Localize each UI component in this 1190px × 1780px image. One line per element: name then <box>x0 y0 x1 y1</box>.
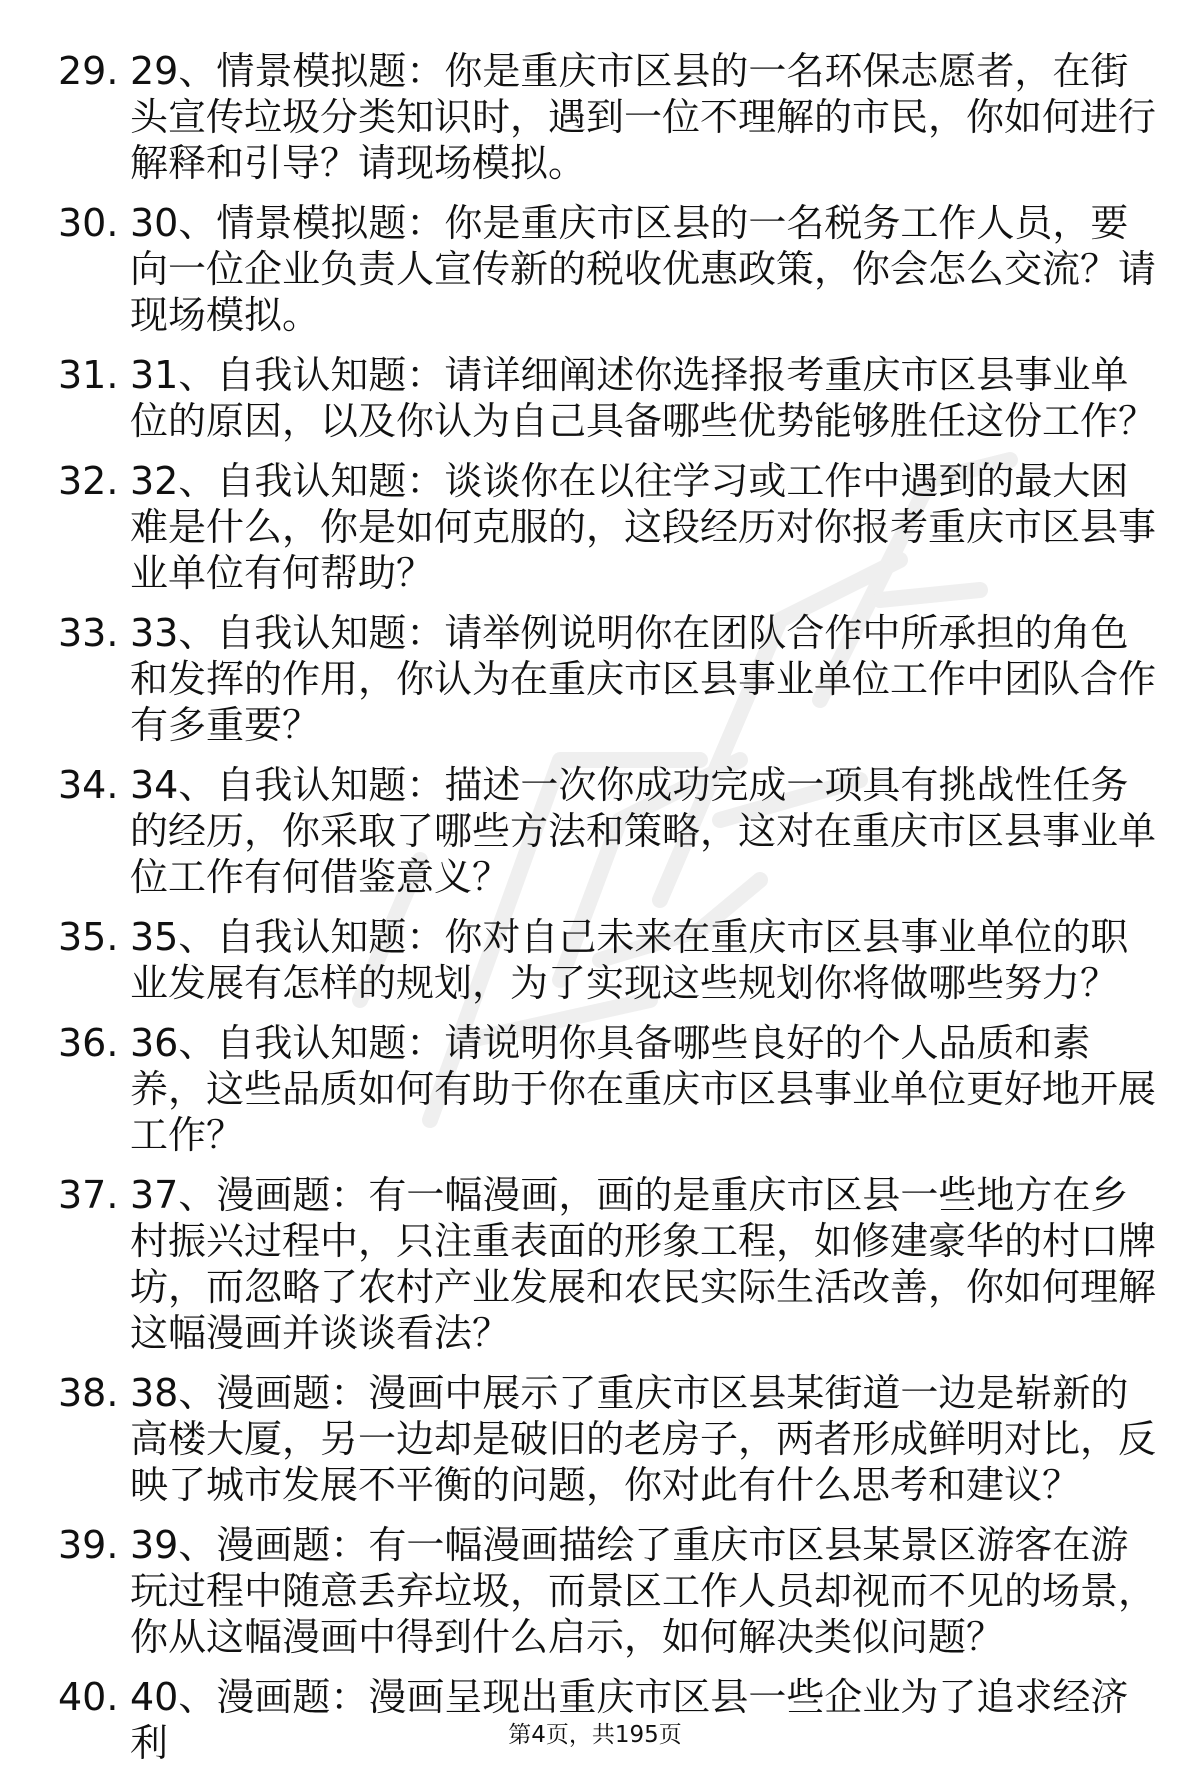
question-item-31 <box>58 352 1158 444</box>
question-number: 34. <box>58 763 119 807</box>
question-item-37 <box>58 1172 1158 1356</box>
question-number: 30. <box>58 201 119 245</box>
question-list <box>58 48 1158 1780</box>
question-text: 31、自我认知题：请详细阐述你选择报考重庆市区县事业单位的原因，以及你认为自己具备哪些优势能够胜任这份工作？ <box>130 353 1157 443</box>
question-item-35 <box>58 914 1158 1006</box>
question-item-36 <box>58 1020 1158 1158</box>
question-number: 32. <box>58 459 119 503</box>
question-number: 36. <box>58 1021 119 1065</box>
question-item-39 <box>58 1522 1158 1660</box>
question-text: 32、自我认知题：谈谈你在以往学习或工作中遇到的最大困难是什么，你是如何克服的，这段经历对你报考重庆市区县事业单位有何帮助？ <box>130 459 1157 595</box>
question-text: 36、自我认知题：请说明你具备哪些良好的个人品质和素养，这些品质如何有助于你在重庆市区县事业单位更好地开展工作？ <box>130 1021 1157 1157</box>
question-item-38 <box>58 1370 1158 1508</box>
question-number: 29. <box>58 49 119 93</box>
page-footer: 第4页，共195页 <box>508 1722 682 1748</box>
question-text: 39、漫画题：有一幅漫画描绘了重庆市区县某景区游客在游玩过程中随意丢弃垃圾，而景区工作人员却视而不见的场景，你从这幅漫画中得到什么启示，如何解决类似问题？ <box>130 1523 1157 1659</box>
question-text: 38、漫画题：漫画中展示了重庆市区县某街道一边是崭新的高楼大厦，另一边却是破旧的老房子，两者形成鲜明对比，反映了城市发展不平衡的问题，你对此有什么思考和建议？ <box>130 1371 1157 1507</box>
question-number: 33. <box>58 611 119 655</box>
question-number: 38. <box>58 1371 119 1415</box>
question-text: 34、自我认知题：描述一次你成功完成一项具有挑战性任务的经历，你采取了哪些方法和策略，这对在重庆市区县事业单位工作有何借鉴意义？ <box>130 763 1157 899</box>
question-text: 30、情景模拟题：你是重庆市区县的一名税务工作人员，要向一位企业负责人宣传新的税收优惠政策，你会怎么交流？请现场模拟。 <box>130 201 1157 337</box>
question-number: 37. <box>58 1173 119 1217</box>
question-text: 40、漫画题：漫画呈现出重庆市区县一些企业为了追求经济利 <box>130 1675 1129 1765</box>
question-text: 33、自我认知题：请举例说明你在团队合作中所承担的角色和发挥的作用，你认为在重庆市区县事业单位工作中团队合作有多重要？ <box>130 611 1157 747</box>
question-item-29 <box>58 48 1158 186</box>
question-item-32 <box>58 458 1158 596</box>
question-number: 35. <box>58 915 119 959</box>
question-item-34 <box>58 762 1158 900</box>
question-text: 37、漫画题：有一幅漫画，画的是重庆市区县一些地方在乡村振兴过程中，只注重表面的形象工程，如修建豪华的村口牌坊，而忽略了农村产业发展和农民实际生活改善，你如何理解这幅漫画并谈谈看法？ <box>130 1173 1157 1355</box>
question-number: 39. <box>58 1523 119 1567</box>
question-text: 35、自我认知题：你对自己未来在重庆市区县事业单位的职业发展有怎样的规划，为了实现这些规划你将做哪些努力？ <box>130 915 1129 1005</box>
question-number: 40. <box>58 1675 119 1719</box>
question-item-33 <box>58 610 1158 748</box>
question-text: 29、情景模拟题：你是重庆市区县的一名环保志愿者，在街头宣传垃圾分类知识时，遇到一位不理解的市民，你如何进行解释和引导？请现场模拟。 <box>130 49 1157 185</box>
question-item-30 <box>58 200 1158 338</box>
question-number: 31. <box>58 353 119 397</box>
